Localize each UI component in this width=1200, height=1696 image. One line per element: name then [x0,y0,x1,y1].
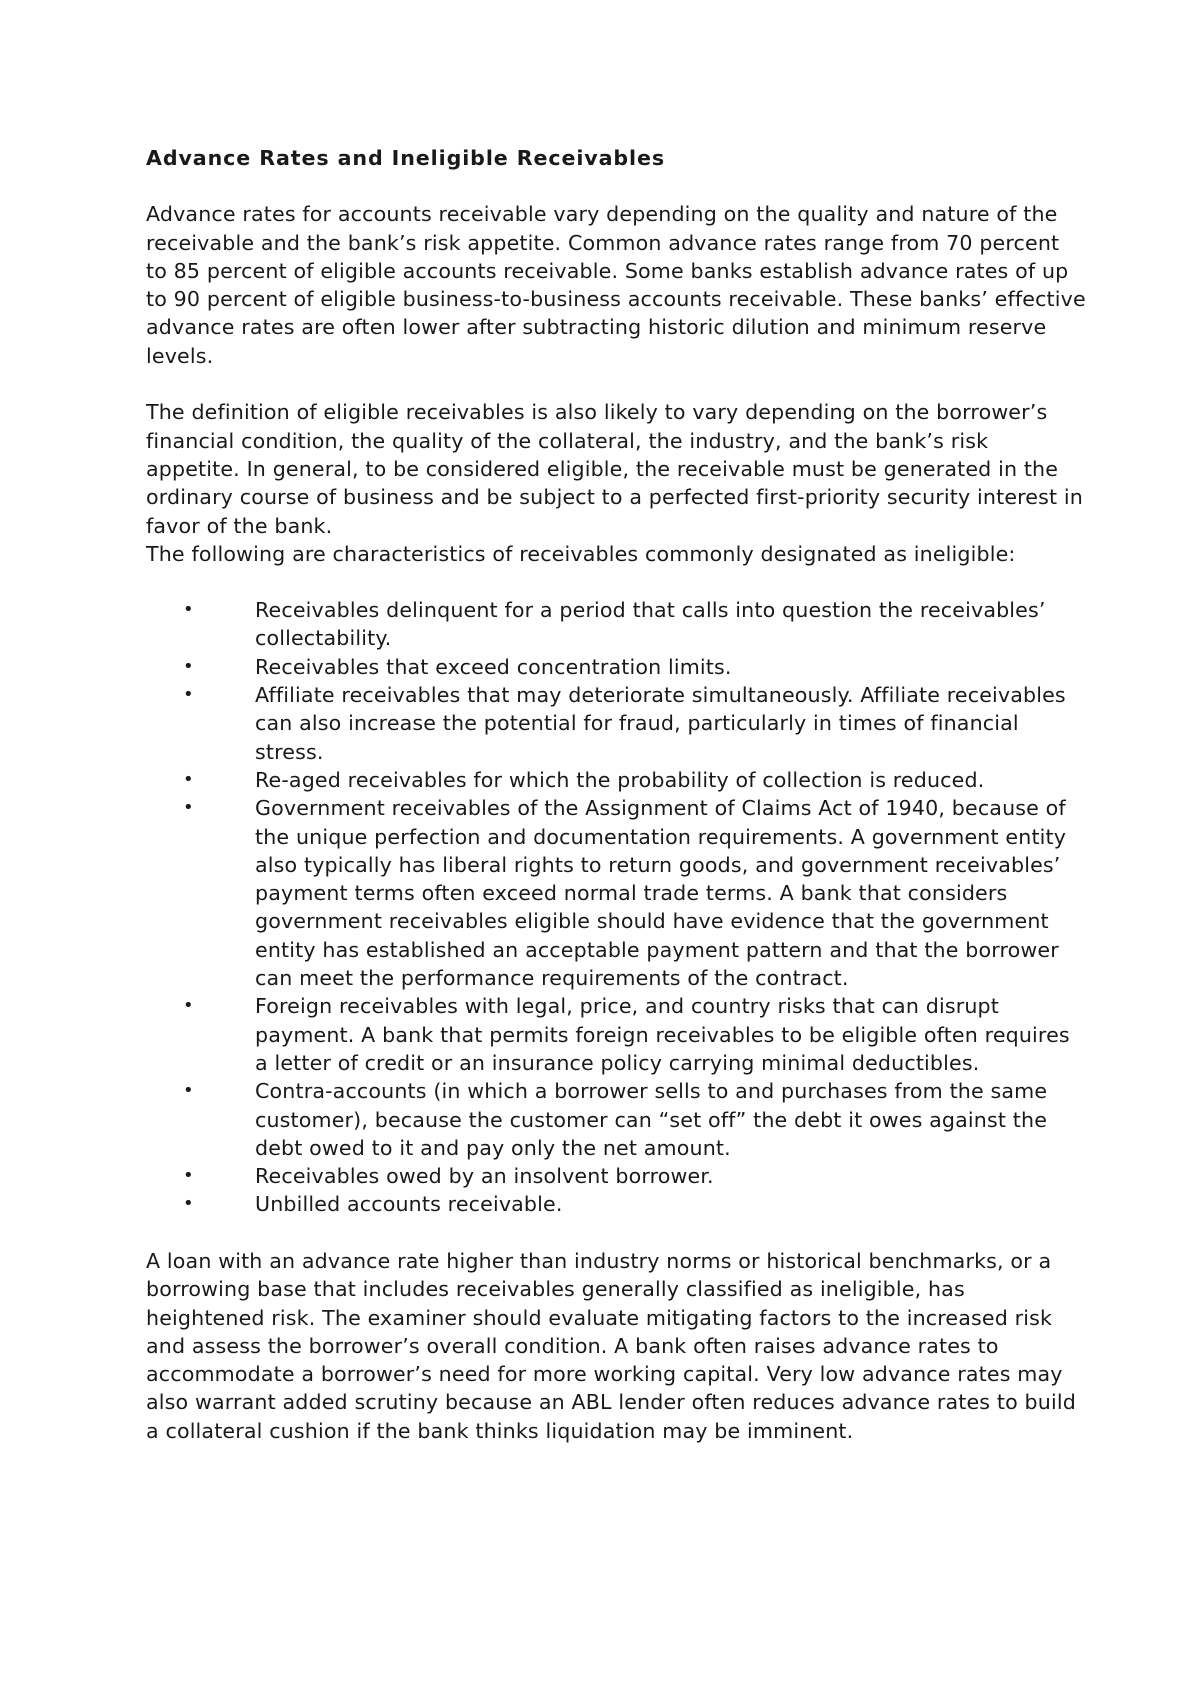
list-item [146,992,1086,1077]
bullet-icon: • [183,684,194,706]
list-item-text: Receivables that exceed concentration limits. [255,654,732,679]
bullet-icon: • [183,1193,194,1215]
list-item [146,1190,1086,1218]
bullet-icon: • [183,599,194,621]
list-item [146,1162,1086,1190]
list-item [146,766,1086,794]
paragraph-ineligible-intro: The following are characteristics of receivables commonly designated as ineligible: [146,541,1016,566]
paragraph-spacer [146,1219,1086,1247]
document-page [146,144,1086,1445]
bullet-icon: • [183,655,194,677]
list-item-text: Affiliate receivables that may deteriorate simultaneously. Affiliate receivables can also increase the potential for fraud, particularly in times of financial stress. [255,683,1066,764]
list-item [146,653,1086,681]
paragraph-advance-rates: Advance rates for accounts receivable vary depending on the quality and nature of the receivable and the bank’s risk appetite. Common advance rates range from 70 percent to 85 percent of eligible accounts receivable. Some banks establish advance rates of up to 90 percent of eligible business-to-business accounts receivable. These banks’ effective advance rates are often lower after subtracting historic dilution and minimum reserve levels. [146,202,1086,368]
bullet-icon: • [183,995,194,1017]
list-item [146,681,1086,766]
bullet-icon: • [183,797,194,819]
list-item-text: Contra-accounts (in which a borrower sells to and purchases from the same customer), because the customer can “set off” the debt it owes against the debt owed to it and pay only the net amount. [255,1079,1048,1160]
page-title: Advance Rates and Ineligible Receivables [146,146,666,170]
list-item-text: Receivables delinquent for a period that calls into question the receivables’ collectability. [255,598,1046,651]
list-item-text: Foreign receivables with legal, price, and country risks that can disrupt payment. A bank that permits foreign receivables to be eligible often requires a letter of credit or an insurance policy carrying minimal deductibles. [255,994,1070,1075]
list-item-text: Re-aged receivables for which the probability of collection is reduced. [255,767,985,792]
ineligible-list [146,596,1086,1219]
bullet-icon: • [183,768,194,790]
list-item [146,596,1086,653]
list-item-text: Unbilled accounts receivable. [255,1192,563,1217]
list-item-text: Government receivables of the Assignment of Claims Act of 1940, because of the unique perfection and documentation requirements. A government entity also typically has liberal rights to return goods, and government receivables’ payment terms often exceed normal trade terms. A bank that considers government receivables eligible should have evidence that the government entity has established an acceptable payment pattern and that the borrower can meet the performance requirements of the contract. [255,796,1067,991]
bullet-icon: • [183,1165,194,1187]
list-item-text: Receivables owed by an insolvent borrower. [255,1164,714,1189]
list-item [146,794,1086,992]
paragraph-risk-assessment: A loan with an advance rate higher than industry norms or historical benchmarks, or a borrowing base that includes receivables generally classified as ineligible, has heightened risk. The examiner should evaluate mitigating factors to the increased risk and assess the borrower’s overall condition. A bank often raises advance rates to accommodate a borrower’s need for more working capital. Very low advance rates may also warrant added scrutiny because an ABL lender often reduces advance rates to build a collateral cushion if the bank thinks liquidation may be imminent. [146,1248,1076,1443]
list-item [146,1077,1086,1162]
paragraph-eligible-definition: The definition of eligible receivables is also likely to vary depending on the borrower’s financial condition, the quality of the collateral, the industry, and the bank’s risk appetite. In general, to be considered eligible, the receivable must be generated in the ordinary course of business and be subject to a perfected first-priority security interest in favor of the bank. [146,400,1083,538]
paragraph-spacer [146,370,1086,398]
bullet-icon: • [183,1080,194,1102]
